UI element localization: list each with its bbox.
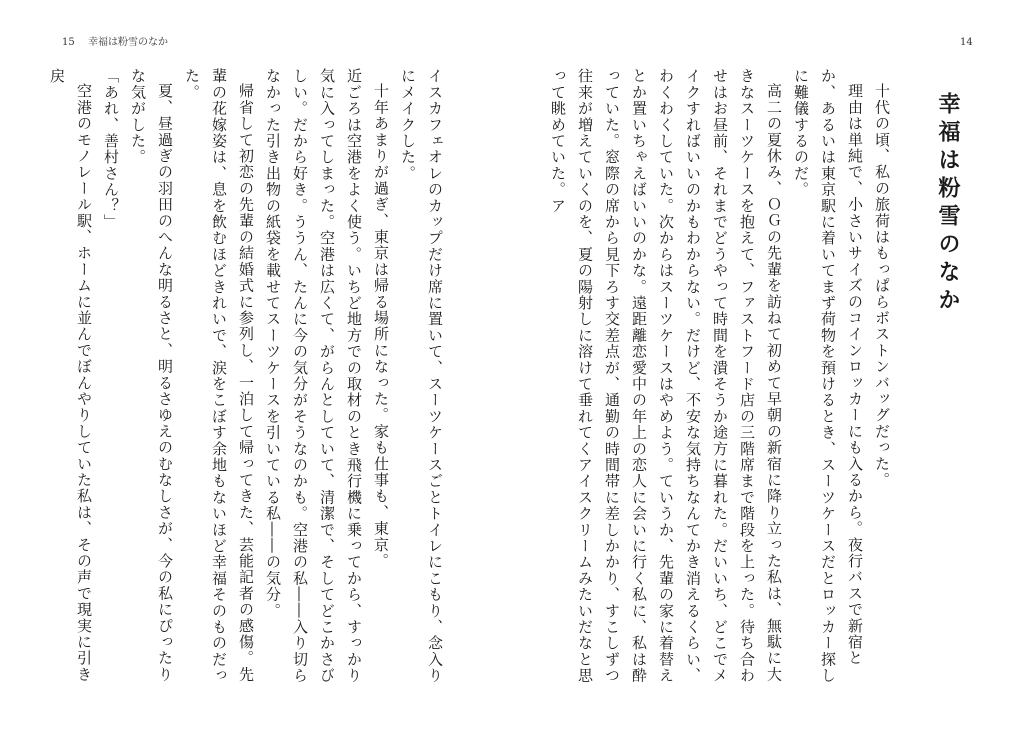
paragraph: 十年あまりが過ぎ、東京は帰る場所になった。家も仕事も、東京。 (372, 83, 390, 569)
paragraph: 帰省して初恋の先輩の結婚式に参列し、一泊して帰ってきた、芸能記者の感傷。先輩の花嫁姿は、息を飲むほどきれいで、涙をこぼす余地もないほど幸福そのものだった。 (183, 68, 255, 684)
paragraph: 十代の頃、私の旅荷はもっぱらボストンバッグだった。 (873, 83, 891, 488)
paragraph: 近ごろは空港をよく使う。いちど地方での取材のとき飛行機に乗ってから、すっかり気に入ってしまった。空港は広くて、がらんとしていて、清潔で、そしてどこかさびしい。だから好き。ううん、たんに今の気分がそうなのかも。空港の私――入り切らなかった引き出物の紙袋を載せてスーツケースを引いている私――の気分。 (264, 68, 363, 684)
right-page-body (549, 68, 895, 688)
left-page-number: 15 (62, 37, 75, 48)
paragraph: 高二の夏休み、ＯＧの先輩を訪ねて初めて早朝の新宿に降り立った私は、無駄に大きなスーツケースを抱えて、ファストフード店の三階席まで階段を上った。待ち合わせはお昼前、それまでどうやって時間を潰そうか途方に暮れた。だいいち、どこでメイクすればいいのかもわからない。だけど、不安な気持ちなんてかき消えるくらい、わくわくしていた。次からはスーツケースはやめよう。ていうか、先輩の家に着替えとか置いちゃえばいいのかな。遠距離恋愛中の年上の恋人に会いに行く私に、私は酔っていた。窓際の席から見下ろす交差点が、通勤の時間帯に差しかかり、すこしずつ往来が増えていくのを、夏の陽射しに溶けて垂れてくアイスクリームみたいだなと思って眺めていた。ア (549, 68, 783, 684)
chapter-title: 幸福は粉雪のなか (935, 92, 961, 316)
left-running-title: 幸福は粉雪のなか (88, 37, 168, 48)
paragraph: 理由は単純で、小さいサイズのコインロッカーにも入るから。夜行バスで新宿とか、あるいは東京駅に着いてまず荷物を預けるとき、スーツケースだとロッカー探しに難儀するのだ。 (792, 68, 864, 684)
right-page-number: 14 (960, 37, 973, 48)
paragraph: 夏、昼過ぎの羽田のへんな明るさと、明るさゆえのむなしさが、今の私にぴったりな気がした。 (129, 68, 174, 683)
left-page-body (48, 68, 448, 688)
paragraph: イスカフェオレのカップだけ席に置いて、スーツケースごとトイレにこもり、念入りにメイクした。 (399, 68, 444, 684)
dialogue-line: 「あれ、善村さん？」 (102, 68, 120, 230)
paragraph: 空港のモノレール駅、ホームに並んでぼんやりしていた私は、その声で現実に引き戻 (48, 68, 93, 683)
